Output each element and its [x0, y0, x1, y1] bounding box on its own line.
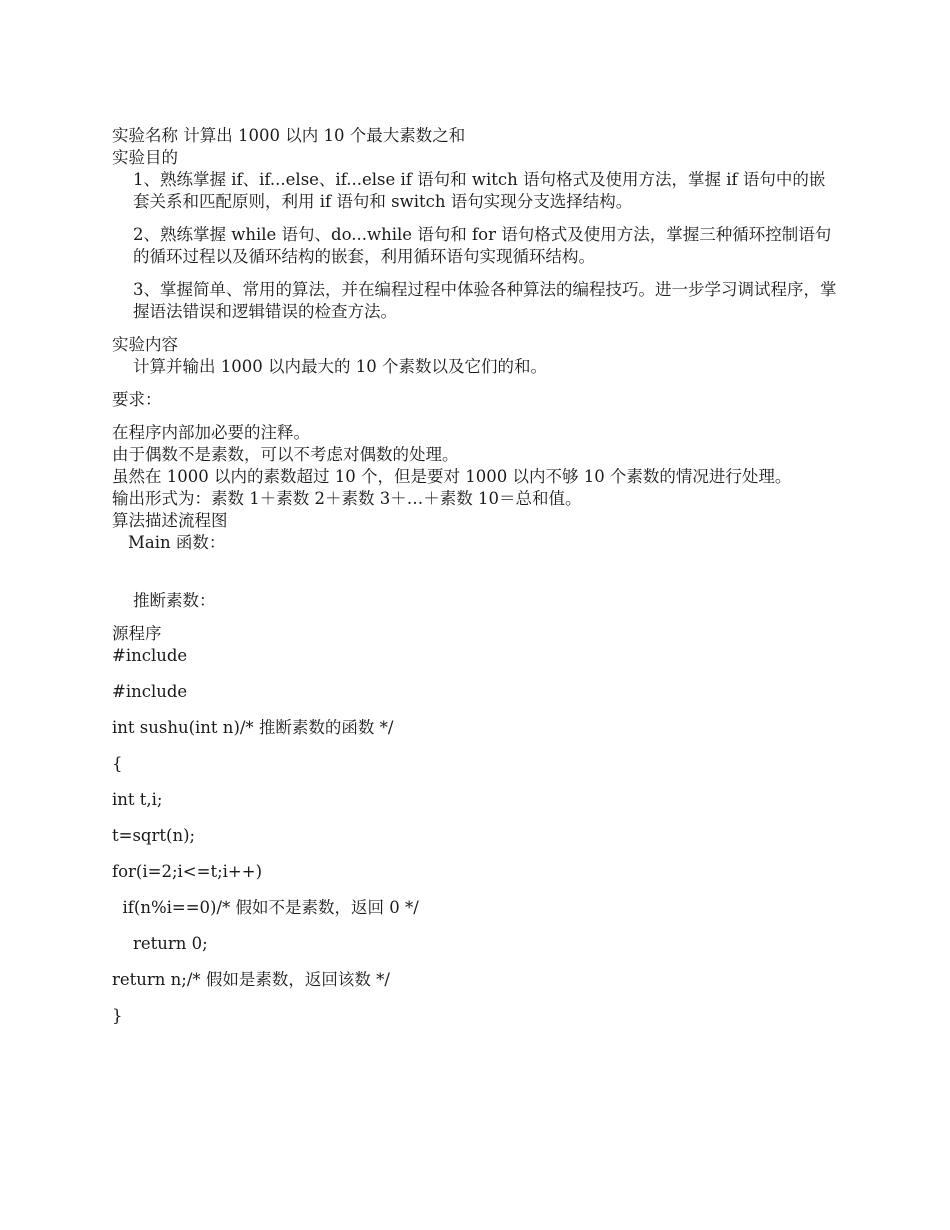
- purpose-heading: 实验目的: [112, 148, 178, 167]
- experiment-title: 实验名称 计算出 1000 以内 10 个最大素数之和: [112, 126, 466, 145]
- code-line: {: [112, 754, 123, 773]
- requirement-1: 在程序内部加必要的注释。: [112, 423, 310, 442]
- code-line: t=sqrt(n);: [112, 826, 196, 845]
- content-heading: 实验内容: [112, 335, 178, 354]
- main-function-label: Main 函数：: [128, 533, 226, 552]
- purpose-item-3: 3、掌握简单、常用的算法，并在编程过程中体验各种算法的编程技巧。进一步学习调试程序，掌握语法错误和逻辑错误的检查方法。: [133, 280, 837, 321]
- code-line: }: [112, 1006, 123, 1025]
- code-line: int t,i;: [112, 790, 163, 809]
- purpose-item-2: 2、熟练掌握 while 语句、do...while 语句和 for 语句格式及使用方法，掌握三种循环控制语句的循环过程以及循环结构的嵌套，利用循环语句实现循环结构。: [133, 225, 832, 266]
- content-text: 计算并输出 1000 以内最大的 10 个素数以及它们的和。: [133, 357, 547, 376]
- code-line: if(n%i==0)/* 假如不是素数，返回 0 */: [112, 898, 419, 917]
- code-line: return n;/* 假如是素数，返回该数 */: [112, 970, 390, 989]
- code-line: int sushu(int n)/* 推断素数的函数 */: [112, 718, 394, 737]
- purpose-item-1: 1、熟练掌握 if、if...else、if...else if 语句和 witch 语句格式及使用方法，掌握 if 语句中的嵌套关系和匹配原则，利用 if 语句和 switch 语句实现分支选择结构。: [133, 170, 826, 211]
- code-line: #include: [112, 682, 188, 701]
- requirements-heading: 要求：: [112, 390, 162, 409]
- requirement-3: 虽然在 1000 以内的素数超过 10 个，但是要对 1000 以内不够 10 个素数的情况进行处理。: [112, 467, 792, 486]
- algorithm-heading: 算法描述流程图: [112, 511, 228, 530]
- requirement-2: 由于偶数不是素数，可以不考虑对偶数的处理。: [112, 445, 459, 464]
- source-heading: 源程序: [112, 624, 162, 643]
- requirement-4: 输出形式为：素数 1＋素数 2＋素数 3＋…＋素数 10＝总和值。: [112, 489, 582, 508]
- code-line: for(i=2;i<=t;i++): [112, 862, 263, 881]
- code-line: #include: [112, 646, 188, 665]
- code-line: return 0;: [112, 934, 208, 953]
- document-body: [112, 125, 837, 1027]
- prime-check-label: 推断素数：: [133, 591, 216, 610]
